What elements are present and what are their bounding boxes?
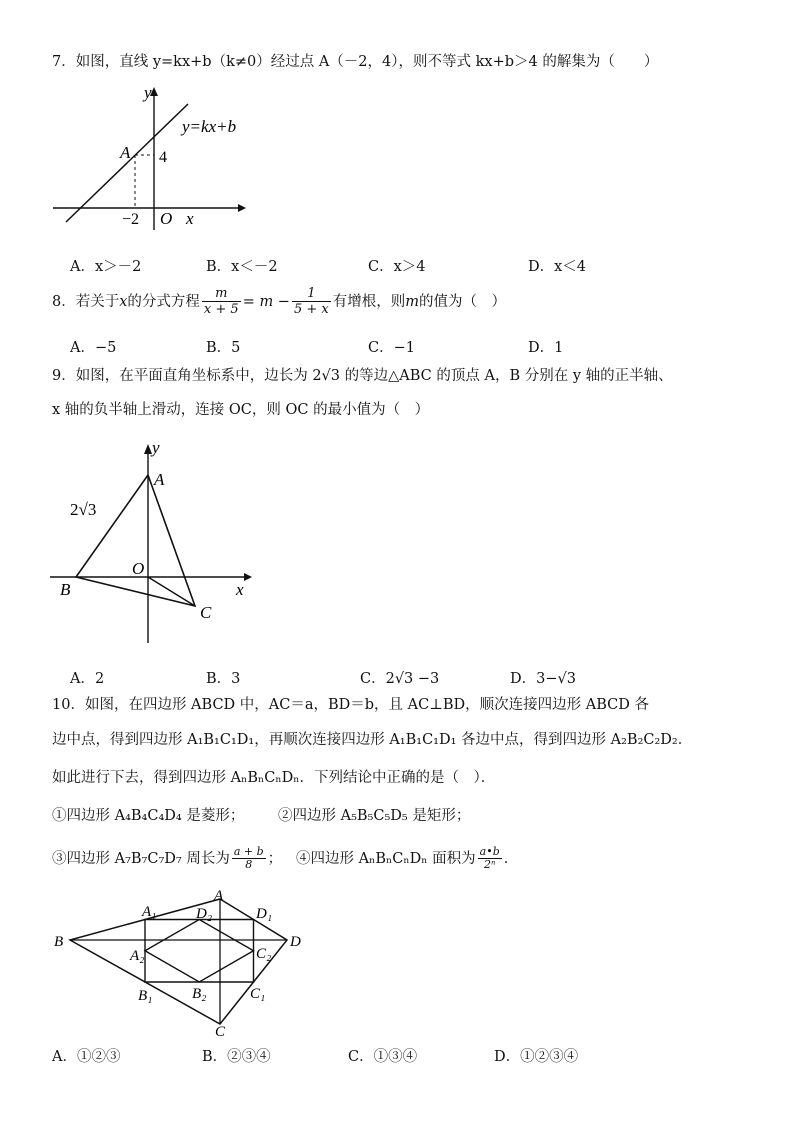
q8-eq: = m − [242, 293, 290, 310]
q10-c4-den: 2ⁿ [483, 858, 496, 871]
q7-x-arrow [238, 204, 246, 212]
q9-label-y: y [152, 438, 160, 457]
q7-option-c[interactable]: C．x＞4 [368, 259, 426, 275]
q7-label-A: A [120, 143, 131, 162]
q10-c3-post: ； [267, 850, 283, 867]
q10-c4-fraction [478, 846, 502, 871]
q10-label-C: C [215, 1024, 226, 1038]
q8-var-m: m [405, 293, 419, 310]
q10-line2: 边中点，得到四边形 A₁B₁C₁D₁，再顺次连接四边形 A₁B₁C₁D₁ 各边中点，得到四边形 A₂B₂C₂D₂． [52, 732, 693, 748]
q8-frac2-den: 5 + x [293, 302, 329, 317]
q10-figure [50, 888, 320, 1038]
q9-label-B: B [60, 580, 71, 599]
q9-label-x: x [236, 580, 244, 599]
q8-fraction-2 [292, 286, 331, 317]
q9-figure [48, 438, 268, 648]
q10-label-B1: B₁ [138, 988, 153, 1004]
q10-conclusion-3 [52, 846, 282, 871]
q10-conclusion-4 [296, 846, 518, 871]
q9-label-O: O [132, 559, 145, 578]
q10-label-B2: B₂ [192, 986, 207, 1002]
q9-option-a[interactable]: A．2 [70, 671, 105, 687]
q10-option-c[interactable]: C．①③④ [348, 1049, 418, 1065]
q10-c4-pre: ④四边形 AₙBₙCₙDₙ 面积为 [296, 850, 476, 867]
q9-line1: 9．如图，在平面直角坐标系中，边长为 2√3 的等边△ABC 的顶点 A，B 分别在 y 轴的正半轴、 [52, 368, 673, 384]
q8-frac1-num: m [202, 286, 241, 302]
q10-option-d[interactable]: D．①②③④ [494, 1049, 579, 1065]
q9-option-b[interactable]: B．3 [206, 671, 241, 687]
q10-quad-1 [145, 920, 254, 983]
q7-label-4: 4 [159, 149, 167, 166]
q10-line3: 如此进行下去，得到四边形 AₙBₙCₙDₙ．下列结论中正确的是（ ）． [52, 770, 496, 786]
q9-x-arrow [244, 573, 252, 581]
q9-triangle [76, 475, 195, 606]
q10-label-A1: A₁ [142, 904, 157, 920]
q9-label-side: 2√3 [70, 500, 97, 519]
q7-option-a[interactable]: A．x＞－2 [70, 259, 142, 275]
q9-label-C: C [200, 603, 212, 622]
q7-label-x: x [186, 209, 194, 228]
q10-label-A2: A₂ [130, 948, 145, 964]
q9-y-arrow [144, 444, 152, 454]
q9-line2: x 轴的负半轴上滑动，连接 OC，则 OC 的最小值为（ ） [52, 402, 430, 418]
q9-option-d[interactable]: D．3−√3 [510, 671, 576, 687]
q8-option-b[interactable]: B．5 [206, 340, 241, 356]
q7-line [66, 104, 188, 222]
q8-frac1-den: x + 5 [203, 302, 239, 317]
q7-label-y: y [144, 83, 152, 102]
q10-c3-den: 8 [245, 858, 253, 871]
q7-option-d[interactable]: D．x＜4 [528, 259, 587, 275]
q9-option-c[interactable]: C．2√3 −3 [360, 671, 440, 687]
q10-option-b[interactable]: B．②③④ [202, 1049, 271, 1065]
q10-c4-num: a•b [479, 845, 500, 858]
q10-label-A: A [214, 888, 224, 904]
q8-frac2-num: 1 [292, 286, 331, 302]
q10-label-D: D [290, 934, 301, 950]
q8-option-d[interactable]: D．1 [528, 340, 564, 356]
q9-segment-oc [148, 577, 195, 606]
q8-stem [52, 286, 506, 317]
q7-label-O: O [160, 209, 173, 228]
q10-c4-post: ． [503, 850, 519, 867]
q8-post: 有增根，则 [332, 293, 406, 310]
q8-pre: 8．若关于 [52, 293, 120, 310]
q7-label-line: y=kx+b [182, 117, 237, 136]
q7-figure [48, 82, 258, 232]
q8-option-c[interactable]: C．−1 [368, 340, 415, 356]
q7-option-b[interactable]: B．x＜－2 [206, 259, 278, 275]
q8-var-x: x [119, 293, 128, 310]
q10-line1: 10．如图，在四边形 ABCD 中，AC＝a，BD＝b，且 AC⊥BD，顺次连接四边形 ABCD 各 [52, 697, 649, 713]
q10-label-D2: D₂ [196, 906, 213, 922]
q10-c3-fraction [232, 846, 266, 871]
q8-option-a[interactable]: A．−5 [70, 340, 117, 356]
q7-stem: 7．如图，直线 y=kx+b（k≠0）经过点 A（－2，4），则不等式 kx+b＞4 的解集为（ ） [52, 54, 659, 70]
q7-label-neg2: −2 [122, 211, 140, 228]
q10-label-C2: C₂ [256, 946, 272, 962]
q10-label-D1: D₁ [256, 906, 273, 922]
q8-mid: 的分式方程 [127, 293, 200, 310]
q10-conclusion-1: ①四边形 A₄B₄C₄D₄ 是菱形； [52, 808, 245, 824]
q10-c3-num: a + b [233, 845, 264, 858]
q10-option-a[interactable]: A．①②③ [52, 1049, 121, 1065]
q10-quad-2 [145, 920, 254, 983]
q10-label-B: B [54, 934, 64, 950]
q10-label-C1: C₁ [250, 986, 266, 1002]
q10-conclusion-2: ②四边形 A₅B₅C₅D₅ 是矩形； [278, 808, 471, 824]
q10-c3-pre: ③四边形 A₇B₇C₇D₇ 周长为 [52, 850, 230, 867]
q10-quad-ABCD [70, 899, 287, 1024]
q8-tail: 的值为（ ） [418, 293, 506, 310]
q8-fraction-1 [202, 286, 241, 317]
q9-label-A: A [154, 470, 165, 489]
